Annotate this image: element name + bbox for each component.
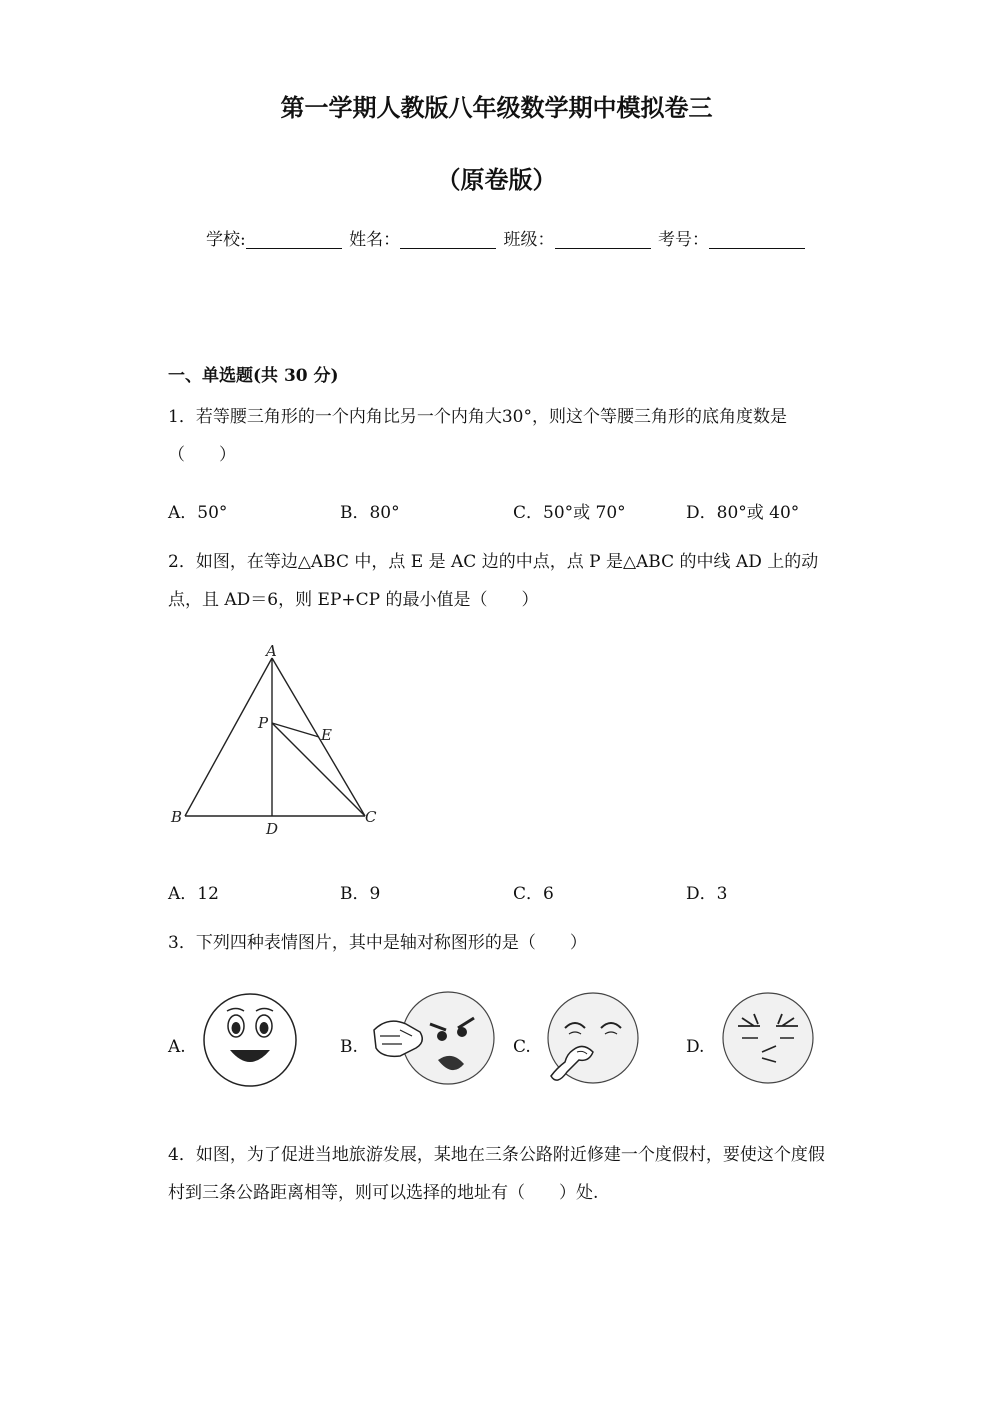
question-3-text: 3．下列四种表情图片，其中是轴对称图形的是（ ） — [168, 933, 587, 953]
q2-option-d[interactable]: D．3 — [686, 884, 728, 904]
student-info-row — [206, 225, 807, 250]
q2-option-b[interactable]: B．9 — [340, 884, 381, 904]
covering-mouth-face-icon — [543, 990, 643, 1090]
q1-option-a[interactable]: A．50° — [168, 503, 228, 523]
exam-number-label: 考号： — [657, 230, 709, 250]
name-label: 姓名： — [349, 230, 401, 250]
q2-option-a[interactable]: A．12 — [168, 884, 219, 904]
q3-option-c-label: C. — [513, 1037, 531, 1057]
side-ab — [185, 658, 272, 816]
q2-option-c[interactable]: C．6 — [513, 884, 554, 904]
question-3-options — [168, 990, 868, 1100]
squinting-face-icon — [718, 990, 818, 1090]
label-d: D — [266, 820, 279, 838]
q3-option-d-label: D. — [686, 1037, 705, 1057]
triangle-figure — [165, 640, 385, 840]
name-blank[interactable] — [400, 230, 496, 249]
label-a: A — [266, 642, 277, 660]
question-1-options — [168, 498, 868, 522]
school-label: 学校: — [206, 230, 246, 250]
label-c: C — [365, 808, 377, 826]
q1-option-b[interactable]: B．80° — [340, 503, 400, 523]
exam-subtitle: （原卷版） — [436, 165, 557, 194]
q3-option-b-label: B. — [340, 1037, 358, 1057]
class-blank[interactable] — [555, 230, 651, 249]
exam-title: 第一学期人教版八年级数学期中模拟卷三 — [280, 93, 713, 122]
class-label: 班级： — [503, 230, 555, 250]
question-4-text: 4．如图，为了促进当地旅游发展，某地在三条公路附近修建一个度假村，要使这个度假村到三条公路距离相等，则可以选择的地址有（ ）处. — [168, 1145, 825, 1203]
q3-option-c[interactable] — [513, 990, 653, 1100]
q3-option-a-label: A. — [168, 1037, 186, 1057]
q1-option-c[interactable]: C．50°或 70° — [513, 503, 626, 523]
section-heading: 一、单选题(共 30 分) — [168, 366, 339, 386]
exam-number-blank[interactable] — [709, 230, 805, 249]
q3-option-b[interactable] — [340, 990, 500, 1100]
label-e: E — [321, 726, 332, 744]
label-b: B — [171, 808, 183, 826]
smiling-face-icon — [200, 990, 300, 1090]
question-1-text: 1．若等腰三角形的一个内角比另一个内角大30°，则这个等腰三角形的底角度数是（ ） — [168, 407, 787, 465]
question-2-options — [168, 879, 868, 903]
label-p: P — [258, 714, 269, 732]
school-blank[interactable] — [246, 230, 342, 249]
q3-option-a[interactable] — [168, 990, 308, 1100]
angry-pointing-face-icon — [370, 990, 500, 1090]
q1-option-d[interactable]: D．80°或 40° — [686, 503, 800, 523]
question-2-text: 2．如图，在等边△ABC 中，点 E 是 AC 边的中点，点 P 是△ABC 的中线 AD 上的动点，且 AD＝6，则 EP+CP 的最小值是（ ） — [168, 552, 819, 610]
q3-option-d[interactable] — [686, 990, 826, 1100]
